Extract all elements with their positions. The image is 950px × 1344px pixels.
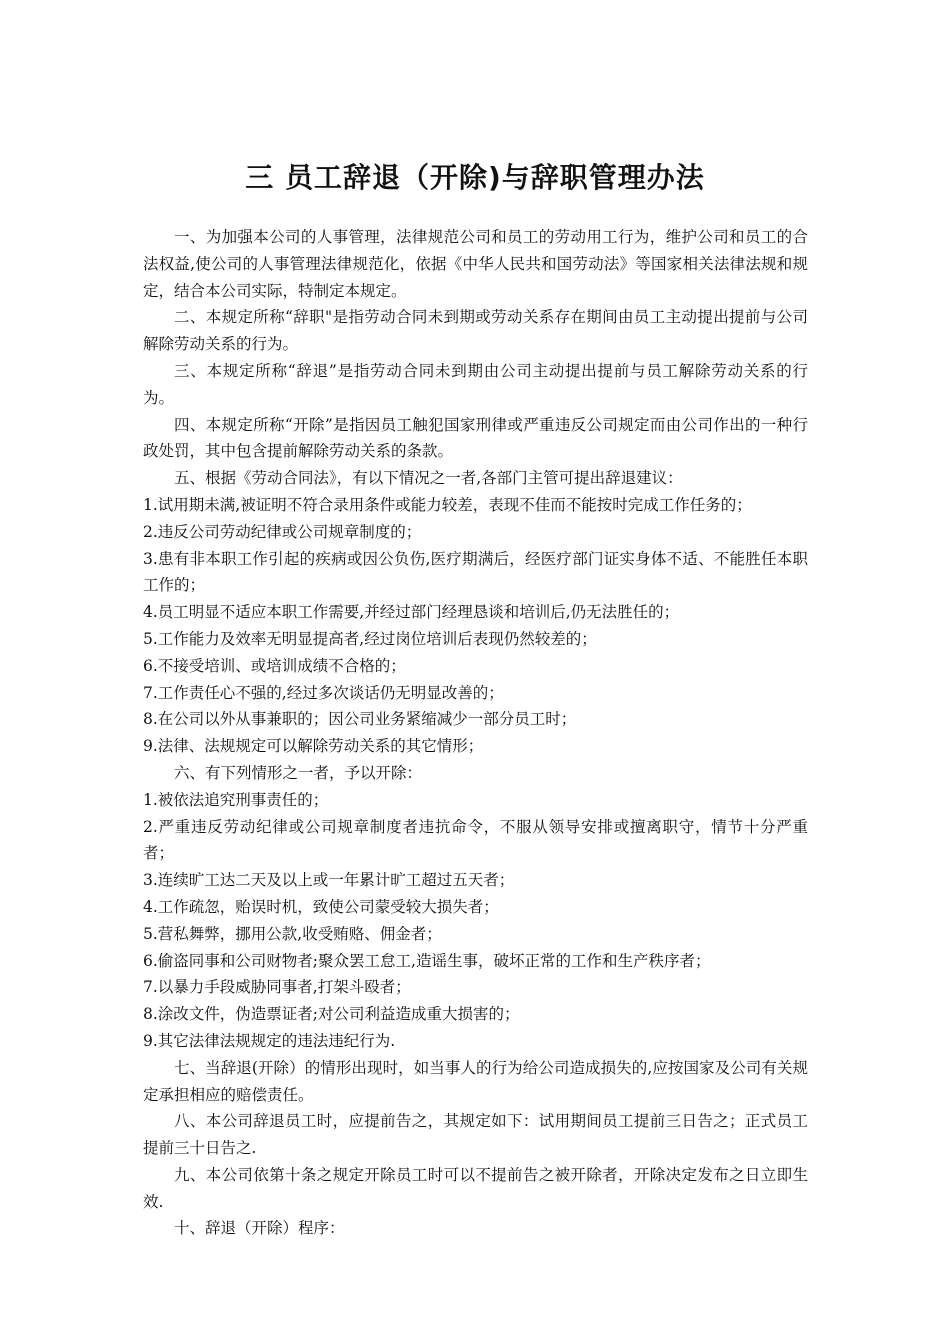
paragraph: 六、有下列情形之一者，予以开除： xyxy=(174,763,423,782)
list-item: 4.工作疏忽，贻误时机，致使公司蒙受较大损失者； xyxy=(143,897,499,916)
list-item: 9.法律、法规规定可以解除劳动关系的其它情形； xyxy=(143,737,484,756)
list-item: 4.员工明显不适应本职工作需要,并经过部门经理恳谈和培训后,仍无法胜任的； xyxy=(143,603,680,622)
list-item: 8.涂改文件，伪造票证者;对公司利益造成重大损害的； xyxy=(143,1005,520,1024)
paragraph: 十、辞退（开除）程序： xyxy=(174,1219,345,1238)
list-item: 3.患有非本职工作引起的疾病或因公负伤,医疗期满后，经医疗部门证实身体不适、不能胜任本职工作的； xyxy=(143,549,808,595)
list-item: 2.违反公司劳动纪律或公司规章制度的； xyxy=(143,522,422,541)
paragraph: 九、本公司依第十条之规定开除员工时可以不提前告之被开除者，开除决定发布之日立即生效. xyxy=(143,1165,808,1211)
list-item: 3.连续旷工达二天及以上或一年累计旷工超过五天者； xyxy=(143,871,515,890)
list-item: 5.工作能力及效率无明显提高者,经过岗位培训后表现仍然较差的； xyxy=(143,629,597,648)
paragraph: 三、本规定所称“辞退”是指劳动合同未到期由公司主动提出提前与员工解除劳动关系的行为。 xyxy=(143,361,808,407)
list-item: 9.其它法律法规规定的违法违纪行为. xyxy=(143,1031,396,1050)
list-item: 1.试用期未满,被证明不符合录用条件或能力较差，表现不佳而不能按时完成工作任务的； xyxy=(143,495,752,514)
page-title: 三 员工辞退（开除)与辞职管理办法 xyxy=(245,161,705,194)
paragraph: 七、当辞退(开除）的情形出现时，如当事人的行为给公司造成损失的,应按国家及公司有关规定承担相应的赔偿责任。 xyxy=(143,1058,808,1104)
list-item: 7.以暴力手段威胁同事者,打架斗殴者； xyxy=(143,978,411,997)
list-item: 5.营私舞弊，挪用公款,收受贿赂、佣金者； xyxy=(143,924,442,943)
paragraph: 八、本公司辞退员工时，应提前告之，其规定如下：试用期间员工提前三日告之；正式员工提前三十日告之. xyxy=(143,1112,808,1158)
paragraph: 四、本规定所称“开除”是指因员工触犯国家刑律或严重违反公司规定而由公司作出的一种行政处罚，其中包含提前解除劳动关系的条款。 xyxy=(143,415,808,461)
paragraph: 一、为加强本公司的人事管理，法律规范公司和员工的劳动用工行为，维护公司和员工的合法权益,使公司的人事管理法律规范化，依据《中华人民共和国劳动法》等国家相关法律法规和规定，结合本公司实际，特制定本规定。 xyxy=(143,228,808,300)
document-body xyxy=(143,224,808,1242)
list-item: 6.不接受培训、或培训成绩不合格的； xyxy=(143,656,406,675)
list-item: 6.偷盗同事和公司财物者;聚众罢工怠工,造谣生事，破坏正常的工作和生产秩序者； xyxy=(143,951,711,970)
paragraph: 二、本规定所称“辞职"是指劳动合同未到期或劳动关系存在期间由员工主动提出提前与公司解除劳动关系的行为。 xyxy=(143,308,808,354)
list-item: 1.被依法追究刑事责任的； xyxy=(143,790,329,809)
list-item: 7.工作责任心不强的,经过多次谈话仍无明显改善的； xyxy=(143,683,504,702)
list-item: 8.在公司以外从事兼职的；因公司业务紧缩减少一部分员工时； xyxy=(143,710,577,729)
paragraph: 五、根据《劳动合同法》，有以下情况之一者,各部门主管可提出辞退建议： xyxy=(174,469,683,488)
list-item: 2.严重违反劳动纪律或公司规章制度者违抗命令，不服从领导安排或擅离职守，情节十分严重者； xyxy=(143,817,808,863)
